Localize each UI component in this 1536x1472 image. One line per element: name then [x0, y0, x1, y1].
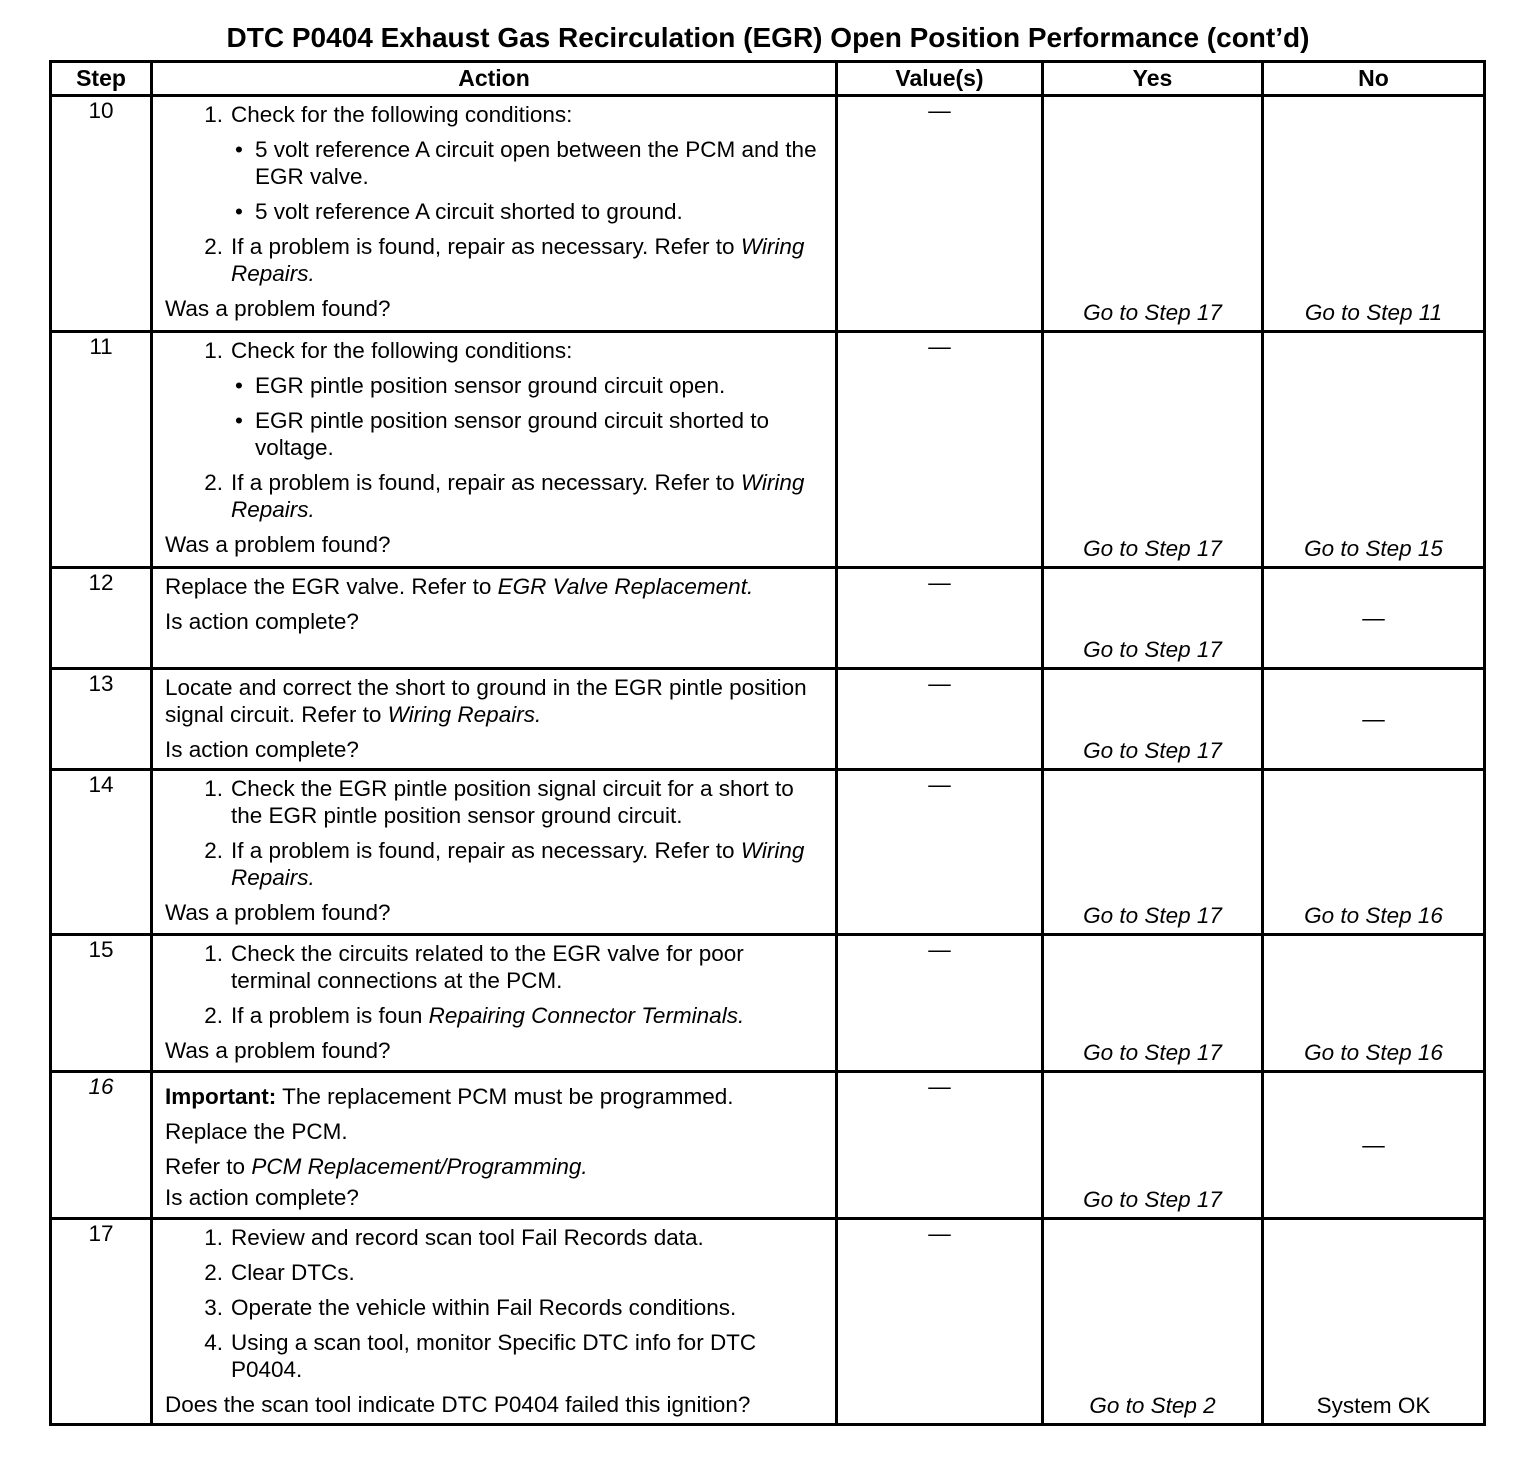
header-row	[51, 62, 1485, 96]
value-cell: —	[837, 669, 1043, 770]
action-question: Was a problem found?	[165, 1038, 391, 1063]
action-question: Is action complete?	[165, 1185, 359, 1210]
yes-cell	[1043, 1219, 1263, 1425]
action-item: If a problem is found, repair as necessary. Refer to	[231, 838, 735, 863]
action-cell	[152, 770, 837, 935]
list-number: 2.	[204, 470, 223, 495]
no-goto: Go to Step 16	[1304, 1040, 1443, 1065]
step-number: 11	[51, 332, 152, 568]
table-row	[51, 770, 1485, 935]
bullet-item: EGR pintle position sensor ground circuit shorted to voltage.	[255, 408, 770, 460]
table-row	[51, 935, 1485, 1072]
table-row	[51, 669, 1485, 770]
table-row	[51, 1072, 1485, 1219]
no-cell	[1263, 669, 1485, 770]
value-cell: —	[837, 568, 1043, 669]
list-number: 1.	[204, 776, 223, 801]
yes-goto: Go to Step 17	[1083, 637, 1222, 662]
step-number: 12	[51, 568, 152, 669]
bullet-icon: •	[235, 199, 243, 224]
action-item: If a problem is foun	[231, 1003, 423, 1028]
header-action: Action	[152, 62, 837, 96]
action-item: Check for the following conditions:	[231, 102, 573, 127]
reference-link: Wiring Repairs.	[231, 838, 805, 890]
list-number: 1.	[204, 941, 223, 966]
action-question: Does the scan tool indicate DTC P0404 failed this ignition?	[165, 1392, 751, 1417]
reference-link: Repairing Connector Terminals.	[428, 1003, 745, 1028]
yes-goto: Go to Step 17	[1083, 903, 1222, 928]
step-number: 14	[51, 770, 152, 935]
list-number: 2.	[204, 1260, 223, 1285]
header-no: No	[1263, 62, 1485, 96]
step-number: 10	[51, 96, 152, 332]
yes-goto: Go to Step 2	[1089, 1393, 1216, 1418]
value-cell: —	[837, 1219, 1043, 1425]
reference-link: Wiring Repairs.	[387, 702, 542, 727]
value-cell: —	[837, 935, 1043, 1072]
list-number: 1.	[204, 102, 223, 127]
step-number: 17	[51, 1219, 152, 1425]
action-cell	[152, 96, 837, 332]
list-number: 1.	[204, 1225, 223, 1250]
action-item: Check the circuits related to the EGR valve for poor terminal connections at the PCM.	[231, 941, 744, 993]
no-goto: Go to Step 15	[1304, 536, 1443, 561]
action-text: Refer to	[165, 1154, 246, 1179]
action-text: Replace the PCM.	[165, 1119, 348, 1144]
no-cell	[1263, 770, 1485, 935]
yes-goto: Go to Step 17	[1083, 1187, 1222, 1212]
reference-link: Wiring Repairs.	[231, 470, 805, 522]
important-label: Important:	[165, 1084, 277, 1109]
action-item: Using a scan tool, monitor Specific DTC info for DTC P0404.	[231, 1330, 757, 1382]
action-cell	[152, 1219, 837, 1425]
action-cell	[152, 568, 837, 669]
important-text: The replacement PCM must be programmed.	[282, 1084, 734, 1109]
list-number: 1.	[204, 338, 223, 363]
action-cell	[152, 935, 837, 1072]
action-item: Check for the following conditions:	[231, 338, 573, 363]
header-step: Step	[51, 62, 152, 96]
action-text: Locate and correct the short to ground in the EGR pintle position signal circuit. Refer to	[165, 675, 807, 727]
table-row	[51, 568, 1485, 669]
no-cell	[1263, 568, 1485, 669]
action-item: Review and record scan tool Fail Records data.	[231, 1225, 704, 1250]
list-number: 3.	[204, 1295, 223, 1320]
action-question: Was a problem found?	[165, 532, 391, 557]
yes-goto: Go to Step 17	[1083, 300, 1222, 325]
reference-link: Wiring Repairs.	[231, 234, 805, 286]
yes-goto: Go to Step 17	[1083, 536, 1222, 561]
action-item: Check the EGR pintle position signal circuit for a short to the EGR pintle position sensor ground circuit.	[231, 776, 794, 828]
yes-cell	[1043, 935, 1263, 1072]
action-text: Replace the EGR valve. Refer to	[165, 574, 492, 599]
action-cell	[152, 332, 837, 568]
yes-cell	[1043, 1072, 1263, 1219]
no-cell	[1263, 96, 1485, 332]
yes-cell	[1043, 568, 1263, 669]
list-number: 4.	[204, 1330, 223, 1355]
reference-link: EGR Valve Replacement.	[497, 574, 754, 599]
action-item: Operate the vehicle within Fail Records conditions.	[231, 1295, 737, 1320]
value-cell: —	[837, 332, 1043, 568]
no-goto: Go to Step 16	[1304, 903, 1443, 928]
no-goto: —	[1362, 706, 1385, 732]
yes-goto: Go to Step 17	[1083, 738, 1222, 763]
action-question: Was a problem found?	[165, 900, 391, 925]
action-item: If a problem is found, repair as necessary. Refer to	[231, 234, 735, 259]
diagnostic-table	[49, 60, 1486, 1426]
yes-cell	[1043, 669, 1263, 770]
list-number: 2.	[204, 838, 223, 863]
yes-goto: Go to Step 17	[1083, 1040, 1222, 1065]
table-row	[51, 96, 1485, 332]
page-title: DTC P0404 Exhaust Gas Recirculation (EGR) Open Position Performance (cont’d)	[226, 22, 1310, 53]
no-cell	[1263, 935, 1485, 1072]
yes-cell	[1043, 770, 1263, 935]
no-goto: Go to Step 11	[1304, 300, 1443, 325]
action-question: Was a problem found?	[165, 296, 391, 321]
bullet-item: 5 volt reference A circuit shorted to ground.	[255, 199, 683, 224]
value-cell: —	[837, 1072, 1043, 1219]
step-number: 13	[51, 669, 152, 770]
table-row	[51, 1219, 1485, 1425]
bullet-item: EGR pintle position sensor ground circuit open.	[255, 373, 726, 398]
step-number: 16	[51, 1072, 152, 1219]
no-goto: —	[1362, 605, 1385, 631]
value-cell: —	[837, 770, 1043, 935]
value-cell: —	[837, 96, 1043, 332]
reference-link: PCM Replacement/Programming.	[251, 1154, 588, 1179]
no-cell	[1263, 332, 1485, 568]
list-number: 2.	[204, 234, 223, 259]
no-cell	[1263, 1072, 1485, 1219]
list-number: 2.	[204, 1003, 223, 1028]
header-value: Value(s)	[837, 62, 1043, 96]
step-number: 15	[51, 935, 152, 1072]
action-cell	[152, 669, 837, 770]
yes-cell	[1043, 96, 1263, 332]
bullet-icon: •	[235, 408, 243, 433]
no-goto: System OK	[1316, 1393, 1431, 1418]
bullet-icon: •	[235, 373, 243, 398]
action-cell	[152, 1072, 837, 1219]
bullet-icon: •	[235, 137, 243, 162]
yes-cell	[1043, 332, 1263, 568]
no-goto: —	[1362, 1132, 1385, 1158]
action-question: Is action complete?	[165, 609, 359, 634]
no-cell	[1263, 1219, 1485, 1425]
table-row	[51, 332, 1485, 568]
action-item: If a problem is found, repair as necessary. Refer to	[231, 470, 735, 495]
bullet-item: 5 volt reference A circuit open between the PCM and the EGR valve.	[255, 137, 817, 189]
header-yes: Yes	[1043, 62, 1263, 96]
action-item: Clear DTCs.	[231, 1260, 355, 1285]
action-question: Is action complete?	[165, 737, 359, 762]
